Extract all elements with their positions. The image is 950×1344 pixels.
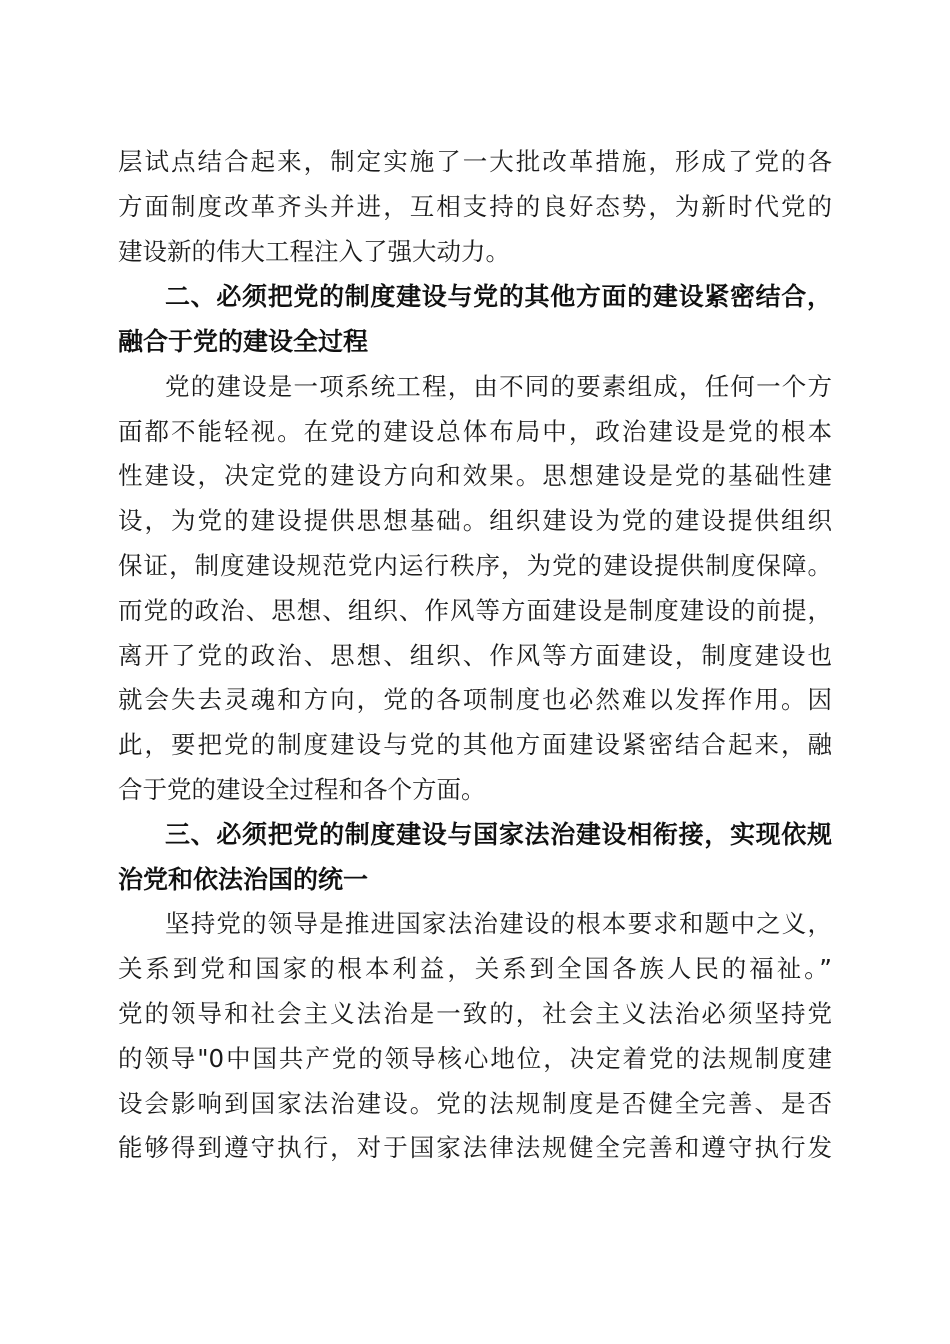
paragraph-line: 能够得到遵守执行，对于国家法律法规健全完善和遵守执行发 xyxy=(118,1133,832,1162)
paragraph-line: 建设新的伟大工程注入了强大动力。 xyxy=(118,237,510,266)
paragraph-line: 离开了党的政治、思想、组织、作风等方面建设，制度建设也 xyxy=(118,641,832,670)
paragraph-line: 层试点结合起来，制定实施了一大批改革措施，形成了党的各 xyxy=(118,147,832,176)
section-heading: 三、必须把党的制度建设与国家法治建设相衔接，实现依规 xyxy=(165,820,832,849)
paragraph-line: 合于党的建设全过程和各个方面。 xyxy=(118,775,486,804)
paragraph-line: 此，要把党的制度建设与党的其他方面建设紧密结合起来，融 xyxy=(118,730,832,759)
paragraph-line: 就会失去灵魂和方向，党的各项制度也必然难以发挥作用。因 xyxy=(118,685,832,714)
paragraph-line: 坚持党的领导是推进国家法治建设的根本要求和题中之义， xyxy=(165,909,832,938)
paragraph-line: 保证，制度建设规范党内运行秩序，为党的建设提供制度保障。 xyxy=(118,551,832,580)
paragraph-line: 面都不能轻视。在党的建设总体布局中，政治建设是党的根本 xyxy=(118,417,832,446)
paragraph-line: 关系到党和国家的根本利益，关系到全国各族人民的福祉。” xyxy=(118,954,832,983)
paragraph-line: 而党的政治、思想、组织、作风等方面建设是制度建设的前提， xyxy=(118,596,832,625)
paragraph-line: 设会影响到国家法治建设。党的法规制度是否健全完善、是否 xyxy=(118,1089,832,1118)
section-heading: 融合于党的建设全过程 xyxy=(118,327,369,356)
paragraph-line: 党的领导和社会主义法治是一致的，社会主义法治必须坚持党 xyxy=(118,999,832,1028)
paragraph-line: 性建设，决定党的建设方向和效果。思想建设是党的基础性建 xyxy=(118,461,832,490)
section-heading: 二、必须把党的制度建设与党的其他方面的建设紧密结合， xyxy=(165,282,832,311)
paragraph-line: 方面制度改革齐头并进，互相支持的良好态势，为新时代党的 xyxy=(118,192,832,221)
paragraph-line: 的领导"0中国共产党的领导核心地位，决定着党的法规制度建 xyxy=(118,1044,832,1073)
paragraph-line: 党的建设是一项系统工程，由不同的要素组成，任何一个方 xyxy=(165,372,832,401)
paragraph-line: 设，为党的建设提供思想基础。组织建设为党的建设提供组织 xyxy=(118,506,832,535)
section-heading: 治党和依法治国的统一 xyxy=(118,865,369,894)
